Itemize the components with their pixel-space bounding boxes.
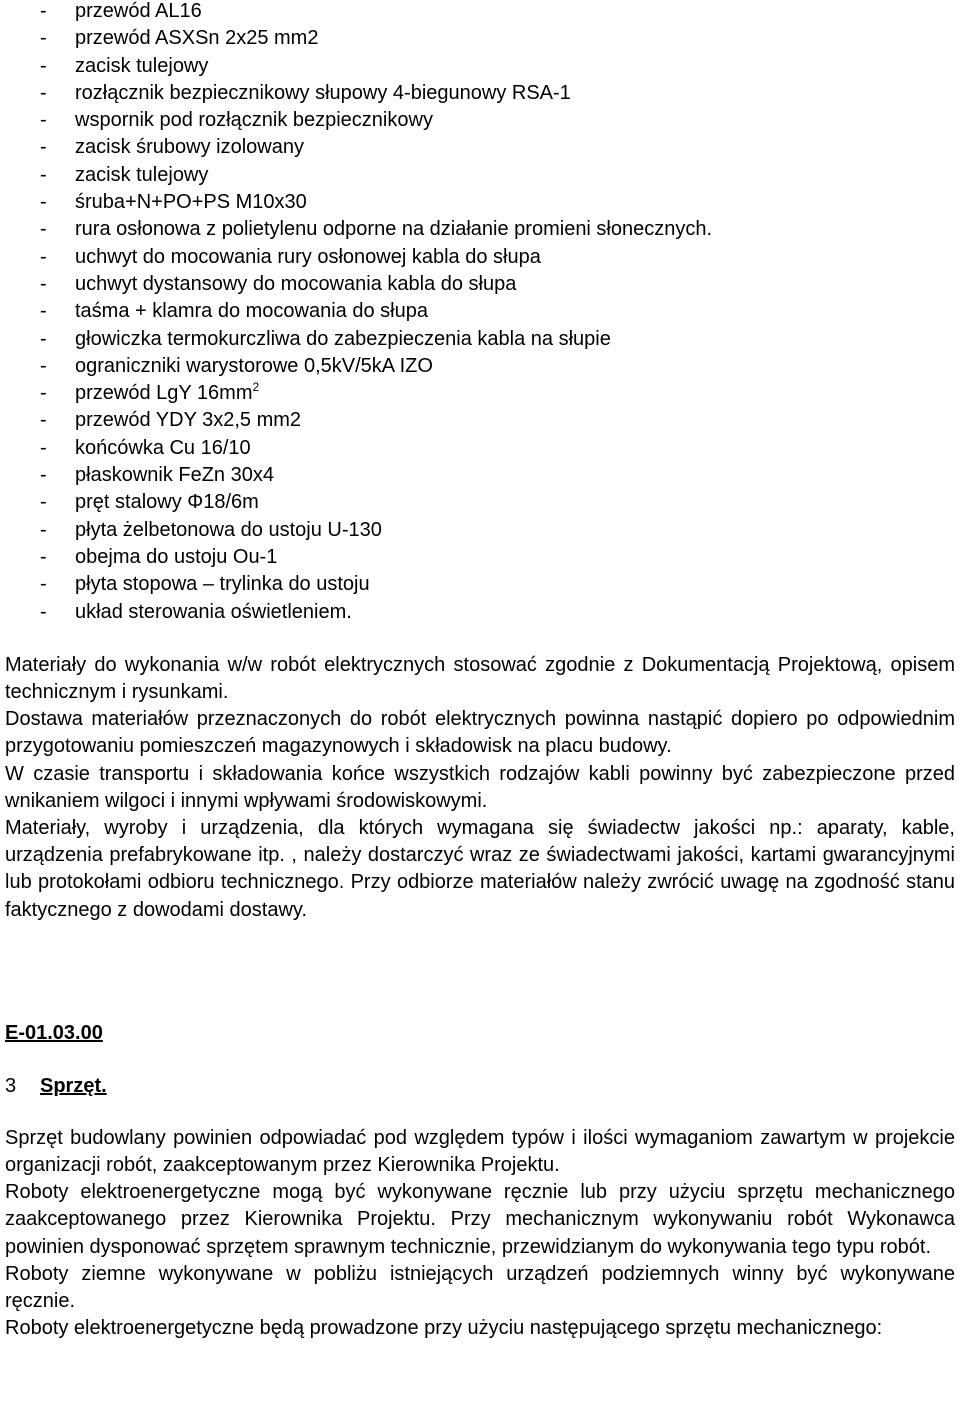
list-item [5, 80, 955, 107]
list-item-text: głowiczka termokurczliwa do zabezpieczenia kabla na słupie [75, 327, 611, 350]
materials-list [5, 0, 955, 626]
list-item [5, 134, 955, 161]
list-dash: - [40, 27, 47, 50]
list-item [5, 244, 955, 271]
list-dash: - [40, 272, 47, 295]
list-dash: - [40, 245, 47, 268]
list-item-text: płyta żelbetonowa do ustoju U-130 [75, 518, 382, 541]
list-item [5, 353, 955, 380]
paragraph: Roboty elektroenergetyczne mogą być wykonywane ręcznie lub przy użyciu sprzętu mechanicznego zaakceptowanego przez Kierownika Projektu. Przy mechanicznym wykonywaniu robót Wykonawca powinien dysponować sprzętem sprawnym technicznie, przewidzianym do wykonywania tego typu robót. [5, 1181, 955, 1258]
list-item [5, 489, 955, 516]
list-item [5, 599, 955, 626]
list-item-text: zacisk śrubowy izolowany [75, 136, 304, 159]
list-item [5, 53, 955, 80]
list-item [5, 435, 955, 462]
list-item-text: obejma do ustoju Ou-1 [75, 545, 278, 568]
materials-section [5, 652, 955, 924]
list-item-text: układ sterowania oświetleniem. [75, 600, 352, 623]
list-dash: - [40, 545, 47, 568]
list-item [5, 407, 955, 434]
list-dash: - [40, 382, 47, 405]
paragraph: Roboty elektroenergetyczne będą prowadzone przy użyciu następującego sprzętu mechanicznego: [5, 1317, 883, 1340]
list-dash: - [40, 354, 47, 377]
list-item-text: rozłącznik bezpiecznikowy słupowy 4-biegunowy RSA-1 [75, 81, 571, 104]
list-item-text: końcówka Cu 16/10 [75, 436, 251, 459]
list-item [5, 25, 955, 52]
paragraph: Materiały do wykonania w/w robót elektrycznych stosować zgodnie z Dokumentacją Projektową, opisem technicznym i rysunkami. [5, 653, 955, 704]
list-dash: - [40, 0, 47, 22]
list-item-text: zacisk tulejowy [75, 54, 209, 77]
list-item-text: ograniczniki warystorowe 0,5kV/5kA IZO [75, 354, 433, 377]
list-item [5, 189, 955, 216]
list-dash: - [40, 464, 47, 487]
list-item [5, 462, 955, 489]
list-item [5, 517, 955, 544]
list-dash: - [40, 327, 47, 350]
list-dash: - [40, 191, 47, 214]
paragraph: Dostawa materiałów przeznaczonych do robót elektrycznych powinna nastąpić dopiero po odpowiednim przygotowaniu pomieszczeń magazynowych i składowisk na placu budowy. [5, 708, 955, 758]
list-dash: - [40, 81, 47, 104]
list-dash: - [40, 436, 47, 459]
list-item [5, 298, 955, 325]
list-dash: - [40, 600, 47, 623]
list-dash: - [40, 163, 47, 186]
document-page [5, 0, 955, 1342]
list-item [5, 326, 955, 353]
list-dash: - [40, 518, 47, 541]
list-item-text: przewód AL16 [75, 0, 202, 22]
list-dash: - [40, 300, 47, 323]
list-item-text: taśma + klamra do mocowania do słupa [75, 300, 428, 323]
list-item [5, 216, 955, 243]
list-dash: - [40, 573, 47, 596]
list-item [5, 0, 955, 25]
equipment-section [5, 1125, 955, 1343]
list-dash: - [40, 109, 47, 132]
paragraph: Roboty ziemne wykonywane w pobliżu istniejących urządzeń podziemnych winny być wykonywane ręcznie. [5, 1262, 955, 1313]
list-dash: - [40, 136, 47, 159]
list-item-text: płyta stopowa – trylinka do ustoju [75, 573, 370, 596]
paragraph: W czasie transportu i składowania końce wszystkich rodzajów kabli powinny być zabezpieczone przed wnikaniem wilgoci i innymi wpływami środowiskowymi. [5, 762, 955, 812]
list-item [5, 571, 955, 598]
list-item-text: uchwyt do mocowania rury osłonowej kabla do słupa [75, 245, 541, 268]
section-heading [0, 1073, 955, 1100]
list-item [5, 107, 955, 134]
section-number: 3 [5, 1074, 17, 1097]
list-item [5, 544, 955, 571]
superscript: 2 [252, 380, 260, 395]
list-dash: - [40, 54, 47, 77]
section-code: E-01.03.00 [5, 1021, 103, 1044]
list-item-text: pręt stalowy Φ18/6m [75, 491, 259, 514]
list-item-text: śruba+N+PO+PS M10x30 [75, 191, 307, 214]
list-item-text: zacisk tulejowy [75, 163, 209, 186]
list-item-text: przewód LgY 16mm [75, 382, 253, 405]
list-dash: - [40, 218, 47, 241]
list-item-text: płaskownik FeZn 30x4 [75, 464, 274, 487]
list-dash: - [40, 409, 47, 432]
list-item-text: wspornik pod rozłącznik bezpiecznikowy [75, 109, 433, 132]
list-item-text: przewód ASXSn 2x25 mm2 [75, 27, 319, 50]
list-item [5, 271, 955, 298]
paragraph: Materiały, wyroby i urządzenia, dla których wymagana się świadectw jakości np.: aparaty, kable, urządzenia prefabrykowane itp. , należy dostarczyć wraz ze świadectwami jakości, kartami gwarancyjnymi lub protokołami odbioru technicznego. Przy odbiorze materiałów należy zwrócić uwagę na zgodność stanu faktycznego z dowodami dostawy. [5, 817, 955, 921]
list-item-text: uchwyt dystansowy do mocowania kabla do słupa [75, 272, 517, 295]
list-item [5, 162, 955, 189]
list-item-text: przewód YDY 3x2,5 mm2 [75, 409, 302, 432]
list-dash: - [40, 491, 47, 514]
section-title: Sprzęt. [40, 1074, 107, 1097]
list-item-text: rura osłonowa z polietylenu odporne na działanie promieni słonecznych. [75, 218, 713, 241]
list-item [5, 380, 955, 407]
paragraph: Sprzęt budowlany powinien odpowiadać pod względem typów i ilości wymaganiom zawartym w projekcie organizacji robót, zaakceptowanym przez Kierownika Projektu. [5, 1126, 955, 1177]
